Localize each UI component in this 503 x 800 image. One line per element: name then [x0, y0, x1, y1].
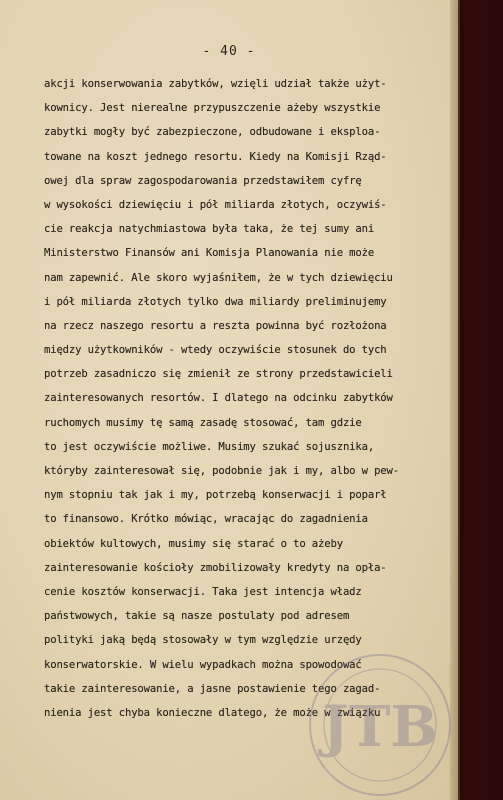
text-line: polityki jaką będą stosowały w tym względzie urzędy [44, 634, 362, 647]
text-line: i pół miliarda złotych tylko dwa miliardy preliminujemy [44, 295, 387, 308]
text-line: Ministerstwo Finansów ani Komisja Planowania nie może [44, 247, 375, 260]
text-line: akcji konserwowania zabytków, wzięli udział także użyt- [44, 78, 387, 90]
page-edge [450, 0, 460, 800]
text-line: zainteresowanie kościoły zmobilizowały kredyty na opła- [44, 561, 387, 574]
text-line: cenie kosztów konserwacji. Taka jest intencja władz [44, 585, 362, 598]
text-line: to jest oczywiście możliwe. Musimy szukać sojusznika, [44, 440, 375, 453]
page-number: - 40 - [202, 44, 256, 59]
library-stamp [300, 650, 460, 800]
text-line: to finansowo. Krótko mówiąc, wracając do zagadnienia [44, 513, 368, 526]
text-line: zainteresowanych resortów. I dlatego na odcinku zabytków [44, 392, 393, 405]
text-line: obiektów kultowych, musimy się starać o to ażeby [44, 537, 343, 550]
text-line: nienia jest chyba konieczne dlatego, że może w związku [44, 706, 381, 719]
text-line: nym stopniu tak jak i my, potrzebą konserwacji i poparł [44, 489, 387, 502]
stamp-monogram: JTB [322, 694, 438, 760]
text-line: w wysokości dziewięciu i pół miliarda złotych, oczywiś- [44, 198, 387, 211]
text-line: towane na koszt jednego resortu. Kiedy na Komisji Rząd- [44, 150, 387, 163]
text-line: konserwatorskie. W wielu wypadkach można spowodować [44, 658, 362, 671]
text-line: takie zainteresowanie, a jasne postawienie tego zagad- [44, 682, 381, 695]
stamp-graphic [300, 650, 460, 800]
text-line: kownicy. Jest nierealne przypuszczenie ażeby wszystkie [44, 102, 381, 115]
text-line: owej dla spraw zagospodarowania przedstawiłem cyfrę [44, 174, 362, 187]
typewritten-body [44, 72, 448, 725]
text-line: cie reakcja natychmiastowa była taka, że tej sumy ani [44, 223, 375, 236]
text-line: między użytkowników - wtedy oczywiście stosunek do tych [44, 344, 387, 357]
text-line: potrzeb zasadniczo się zmienił ze strony przedstawicieli [44, 368, 393, 381]
text-line: państwowych, takie są nasze postulaty pod adresem [44, 610, 350, 623]
text-line: na rzecz naszego resortu a reszta powinna być rozłożona [44, 319, 387, 332]
text-line: ruchomych musimy tę samą zasadę stosować, tam gdzie [44, 416, 362, 429]
text-line: któryby zainteresował się, podobnie jak i my, albo w pew- [44, 465, 399, 477]
text-line: nam zapewnić. Ale skoro wyjaśniłem, że w tych dziewięciu [44, 271, 393, 284]
text-line: zabytki mogły być zabezpieczone, odbudowane i eksploa- [44, 126, 381, 139]
